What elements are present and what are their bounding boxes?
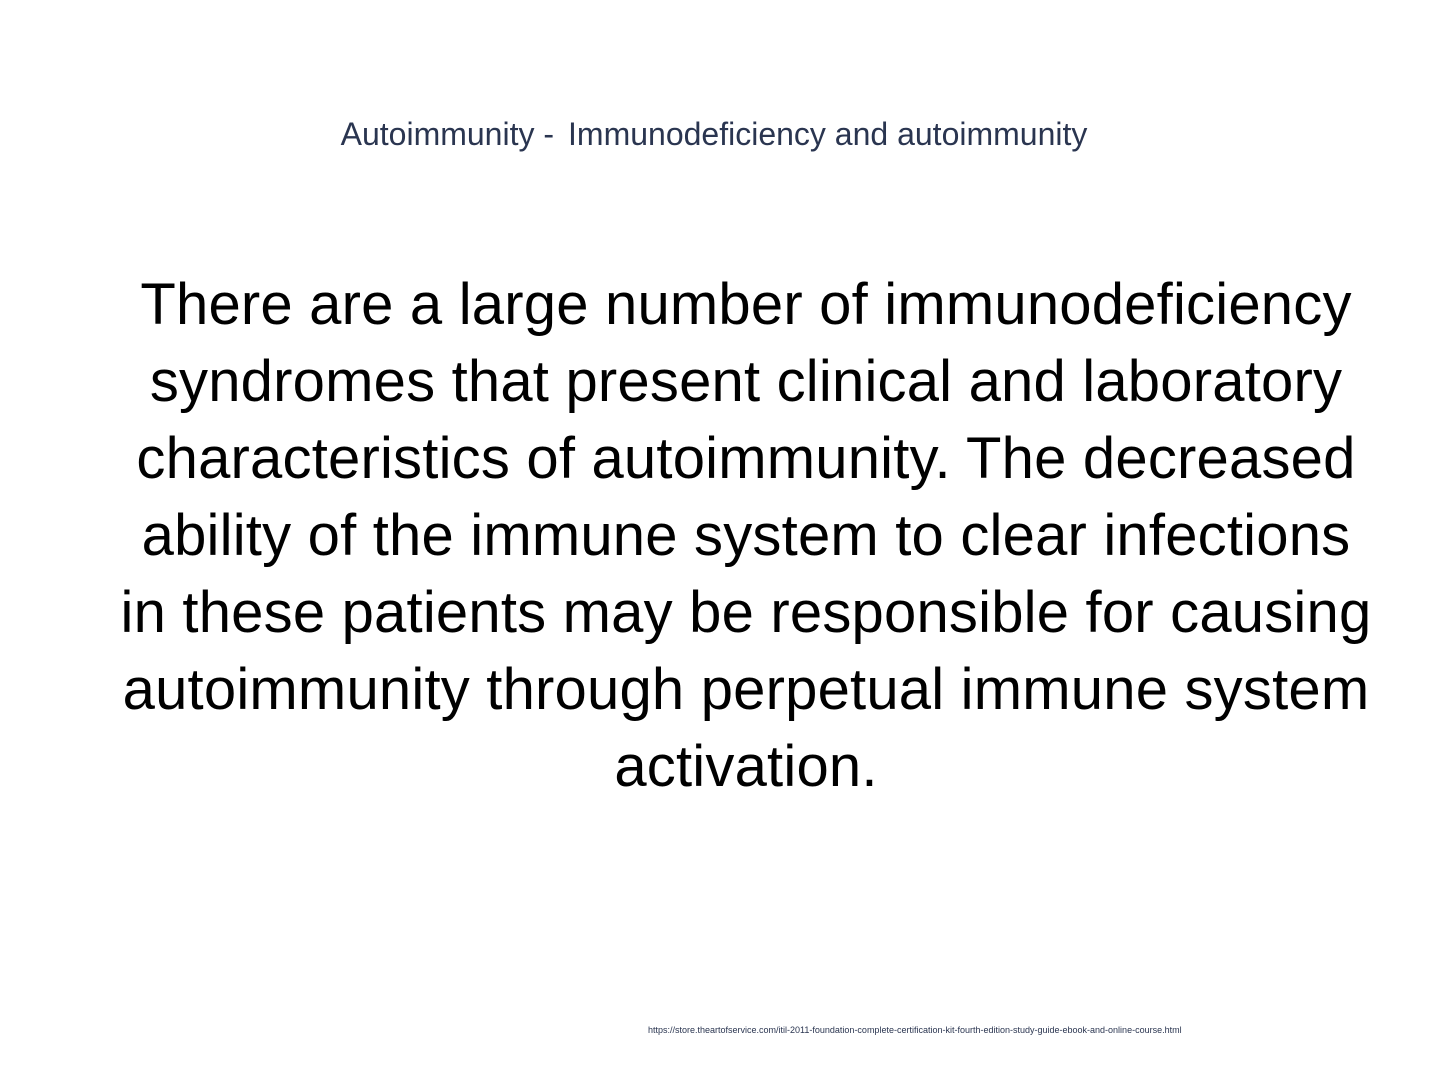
header-subtitle: Immunodeficiency and autoimmunity [568, 116, 1088, 152]
slide-body-text: There are a large number of immunodeficiency syndromes that present clinical and laboratory characteristics of autoimmunity. The decreased ability of the immune system to clear infections in these patients may be responsible for causing autoimmunity through perpetual immune system activation. [120, 272, 1372, 799]
header-topic: Autoimmunity - [340, 116, 555, 152]
footer-source-link[interactable]: https://store.theartofservice.com/itil-2011-foundation-complete-certification-kit-fourth-edition-study-guide-ebook-and-online-course.html [648, 1025, 1182, 1035]
slide-header [0, 114, 1428, 154]
